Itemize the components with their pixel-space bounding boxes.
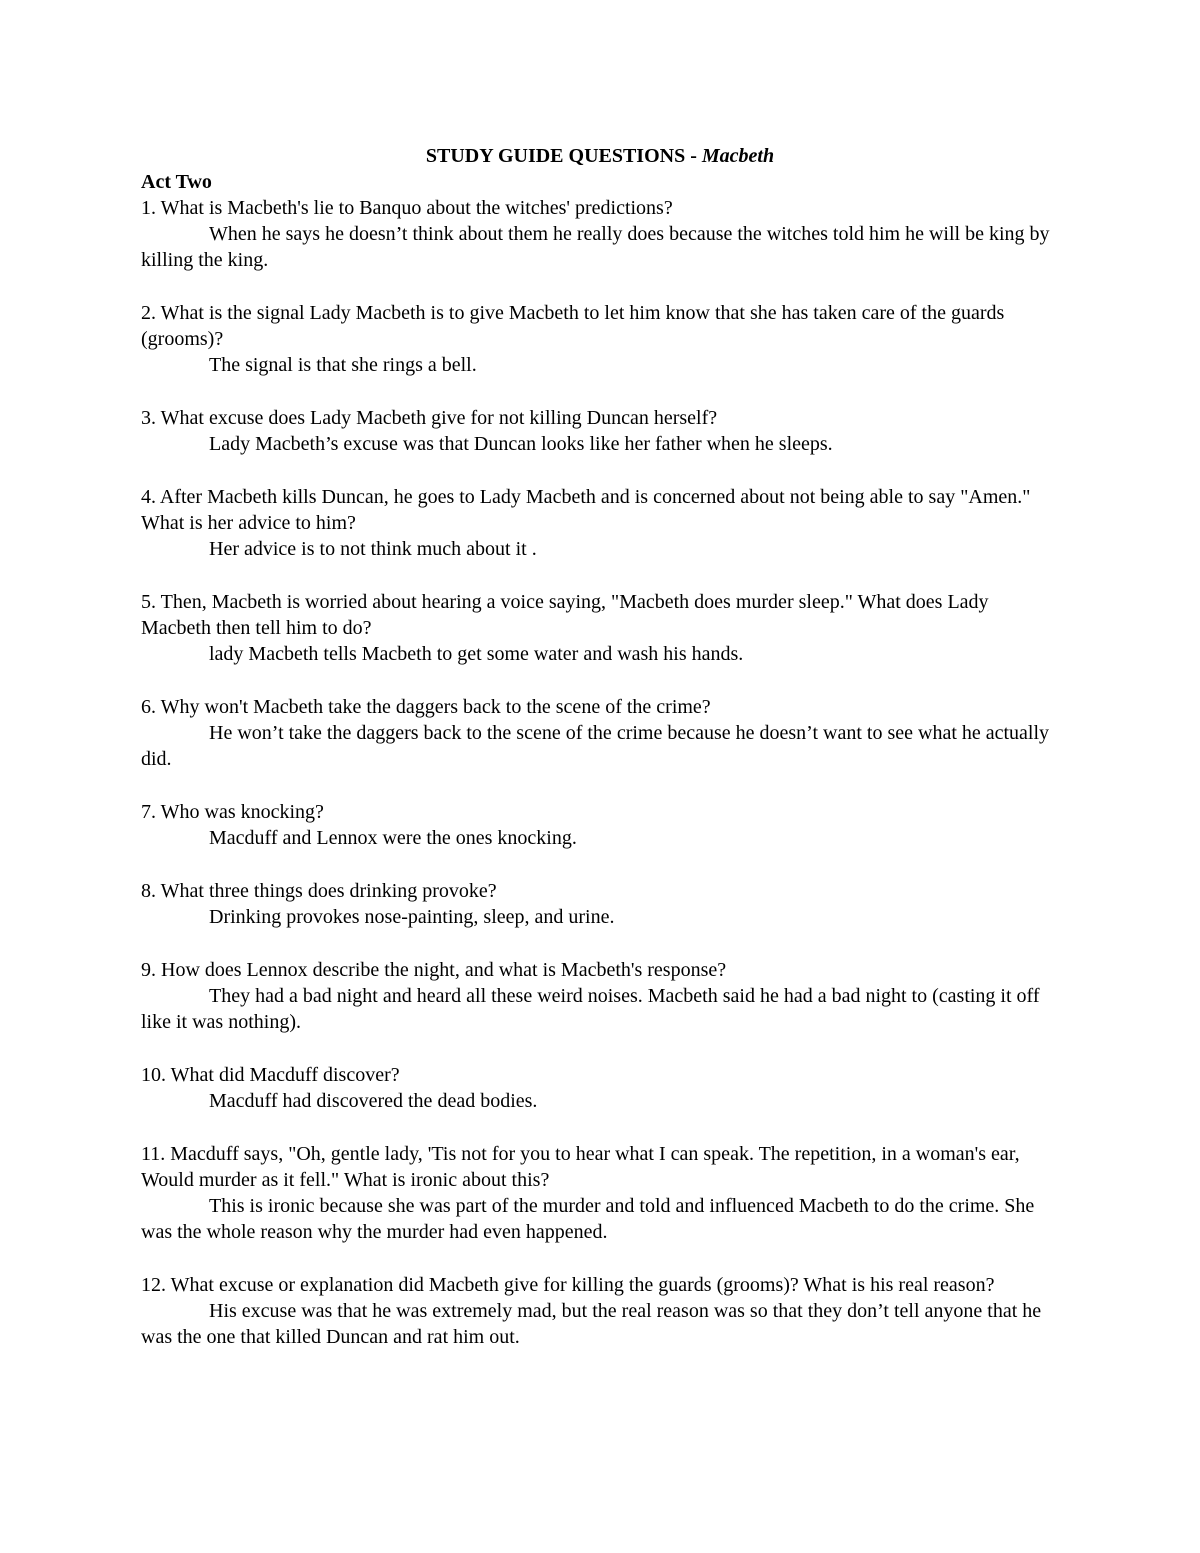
answer-text: The signal is that she rings a bell. [209,354,477,376]
question-text: 9. How does Lennox describe the night, and what is Macbeth's response? [141,959,727,981]
qa-item-1 [141,195,1061,273]
answer-text: lady Macbeth tells Macbeth to get some water and wash his hands. [209,643,744,665]
qa-item-2 [141,300,1061,378]
document-body [141,169,1061,1377]
qa-item-8 [141,878,1061,930]
qa-item-4 [141,484,1061,562]
qa-item-6 [141,694,1061,772]
question-text: 4. After Macbeth kills Duncan, he goes to Lady Macbeth and is concerned about not being able to say "Amen." What is her advice to him? [141,486,1031,534]
question-text: 11. Macduff says, "Oh, gentle lady, 'Tis not for you to hear what I can speak. The repetition, in a woman's ear, Would murder as it fell." What is ironic about this? [141,1143,1020,1191]
qa-item-5 [141,589,1061,667]
qa-item-11 [141,1141,1061,1245]
qa-item-9 [141,957,1061,1035]
answer-text: When he says he doesn’t think about them he really does because the witches told him he will be king by killing the king. [141,223,1050,271]
qa-item-10 [141,1062,1061,1114]
question-text: 8. What three things does drinking provoke? [141,880,497,902]
question-text: 6. Why won't Macbeth take the daggers back to the scene of the crime? [141,696,711,718]
question-text: 10. What did Macduff discover? [141,1064,400,1086]
answer-text: His excuse was that he was extremely mad, but the real reason was so that they don’t tell anyone that he was the one that killed Duncan and rat him out. [141,1300,1042,1348]
answer-text: They had a bad night and heard all these weird noises. Macbeth said he had a bad night to (casting it off like it was nothing). [141,985,1040,1033]
qa-item-3 [141,405,1061,457]
title-play: Macbeth [701,145,775,167]
answer-text: Macduff and Lennox were the ones knocking. [209,827,577,849]
qa-item-12 [141,1272,1061,1350]
qa-item-7 [141,799,1061,851]
act-heading: Act Two [141,171,212,193]
answer-text: This is ironic because she was part of the murder and told and influenced Macbeth to do the crime. She was the whole reason why the murder had even happened. [141,1195,1035,1243]
answer-text: He won’t take the daggers back to the scene of the crime because he doesn’t want to see what he actually did. [141,722,1050,770]
page-title [0,143,1200,169]
answer-text: Drinking provokes nose-painting, sleep, and urine. [209,906,615,928]
question-text: 7. Who was knocking? [141,801,324,823]
title-prefix: STUDY GUIDE QUESTIONS - [425,145,702,167]
question-text: 2. What is the signal Lady Macbeth is to give Macbeth to let him know that she has taken care of the guards (grooms)? [141,302,1005,350]
question-text: 1. What is Macbeth's lie to Banquo about the witches' predictions? [141,197,673,219]
question-text: 12. What excuse or explanation did Macbeth give for killing the guards (grooms)? What is his real reason? [141,1274,995,1296]
answer-text: Macduff had discovered the dead bodies. [209,1090,538,1112]
answer-text: Her advice is to not think much about it . [209,538,537,560]
question-text: 5. Then, Macbeth is worried about hearing a voice saying, "Macbeth does murder sleep." What does Lady Macbeth then tell him to do? [141,591,989,639]
question-text: 3. What excuse does Lady Macbeth give for not killing Duncan herself? [141,407,718,429]
answer-text: Lady Macbeth’s excuse was that Duncan looks like her father when he sleeps. [209,433,833,455]
